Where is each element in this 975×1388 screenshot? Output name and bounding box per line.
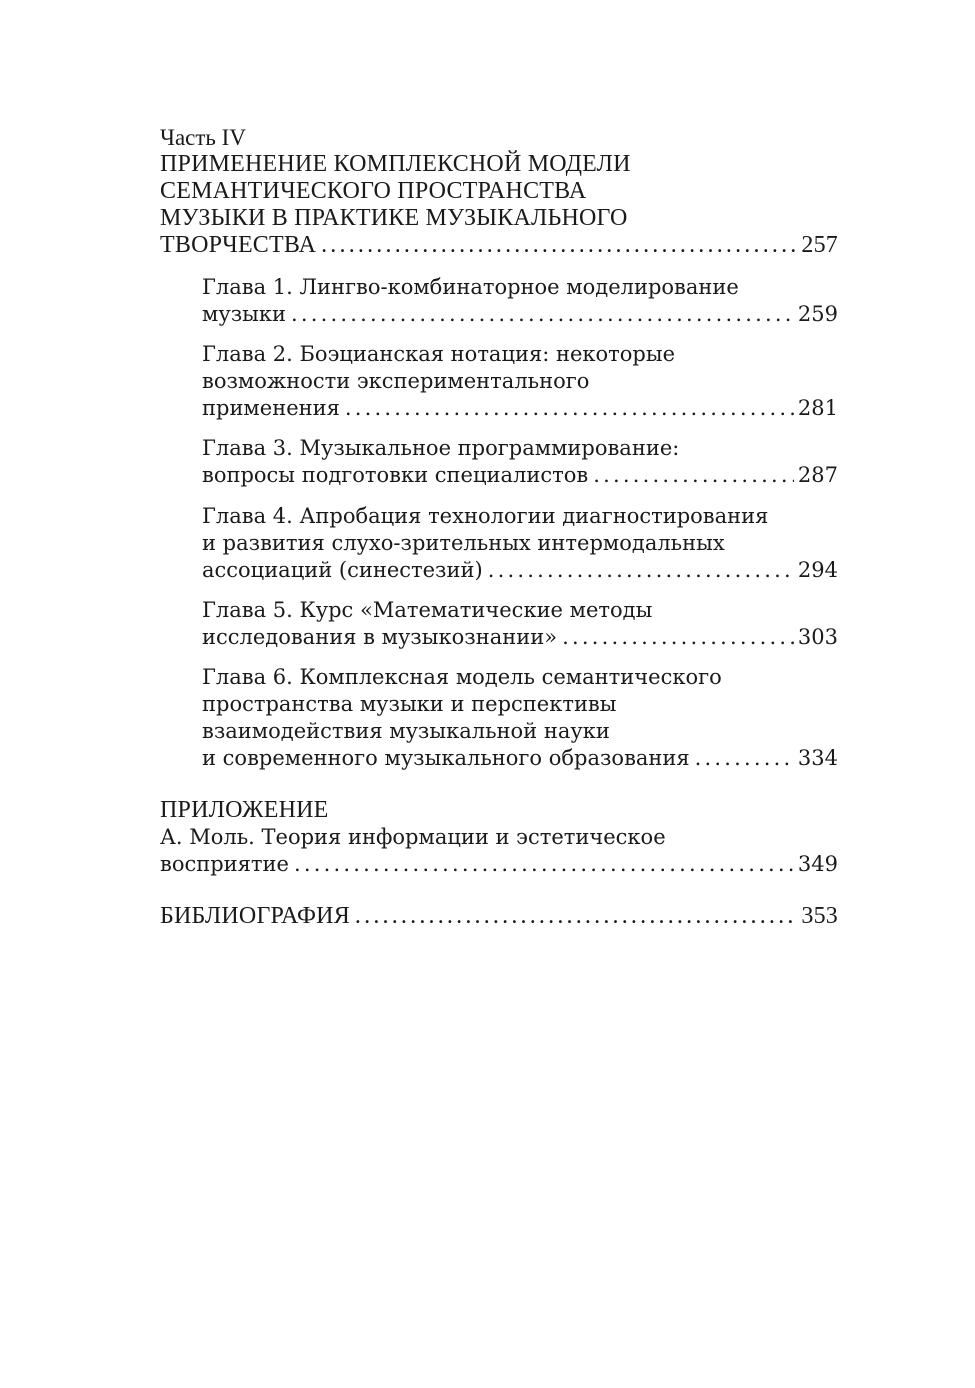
chapter-title-line: и развития слухо-зрительных интермодальных [202,531,725,555]
toc-entry-leader[interactable] [202,557,838,584]
page-number: 294 [797,558,838,582]
toc-chapter-5 [202,597,838,651]
toc-entry-leader[interactable] [202,462,838,489]
part-title-line: МУЗЫКИ В ПРАКТИКЕ МУЗЫКАЛЬНОГО [160,205,628,231]
chapter-title-line: Глава 1. Лингво-комбинаторное моделирование [202,275,739,299]
toc-chapter-3 [202,435,838,489]
part-title-line: ПРИМЕНЕНИЕ КОМПЛЕКСНОЙ МОДЕЛИ [160,151,631,177]
chapter-title-line: ассоциаций (синестезий) [202,558,483,582]
part-label: Часть IV [160,125,246,150]
dot-leader [593,462,794,489]
chapter-title-line: вопросы подготовки специалистов [202,463,589,487]
toc-bibliography [160,903,838,930]
dot-leader [294,851,794,878]
page-number: 353 [801,903,838,929]
toc-chapter-1 [202,274,838,328]
toc-chapter-6 [202,664,838,772]
page-number: 334 [797,746,838,770]
bibliography-title: БИБЛИОГРАФИЯ [160,903,350,929]
page-number: 303 [797,625,838,649]
chapter-title-line: Глава 4. Апробация технологии диагностирования [202,504,769,528]
dot-leader [695,745,794,772]
part-title-line: ТВОРЧЕСТВА [160,232,317,258]
page-number: 281 [797,396,838,420]
toc-entry-leader[interactable] [202,745,838,772]
chapter-title-line: Глава 6. Комплексная модель семантического [202,665,722,689]
dot-leader [345,395,794,422]
page-number: 349 [797,852,838,876]
toc-entry-leader[interactable] [202,301,838,328]
chapter-title-line: Глава 2. Боэцианская нотация: некоторые [202,342,675,366]
dot-leader [562,624,794,651]
toc-entry-leader[interactable] [202,624,838,651]
chapter-title-line: музыки [202,302,286,326]
toc-chapter-2 [202,341,838,422]
page-number: 259 [797,302,838,326]
appendix-title-line: восприятие [160,852,289,876]
toc-entry-leader[interactable] [202,395,838,422]
toc-part-iv [160,124,838,259]
page-number: 257 [801,232,838,258]
dot-leader [355,903,797,930]
dot-leader [321,232,797,259]
chapter-title-line: пространства музыки и перспективы [202,692,617,716]
toc-appendix [160,797,838,878]
dot-leader [488,557,794,584]
appendix-title-line: А. Моль. Теория информации и эстетическое [160,825,666,849]
toc-chapter-4 [202,503,838,584]
page-number: 287 [797,463,838,487]
chapter-title-line: применения [202,396,340,420]
toc-entry-leader[interactable] [160,232,838,259]
chapter-title-line: исследования в музыкознании» [202,625,558,649]
dot-leader [291,301,794,328]
chapter-title-line: Глава 3. Музыкальное программирование: [202,436,680,460]
chapter-title-line: и современного музыкального образования [202,746,690,770]
appendix-heading: ПРИЛОЖЕНИЕ [160,797,329,823]
chapter-title-line: Глава 5. Курс «Математические методы [202,598,653,622]
toc-entry-leader[interactable] [160,903,838,930]
toc-entry-leader[interactable] [160,851,838,878]
chapter-title-line: взаимодействия музыкальной науки [202,719,610,743]
chapter-title-line: возможности экспериментального [202,369,590,393]
part-title-line: СЕМАНТИЧЕСКОГО ПРОСТРАНСТВА [160,178,587,204]
